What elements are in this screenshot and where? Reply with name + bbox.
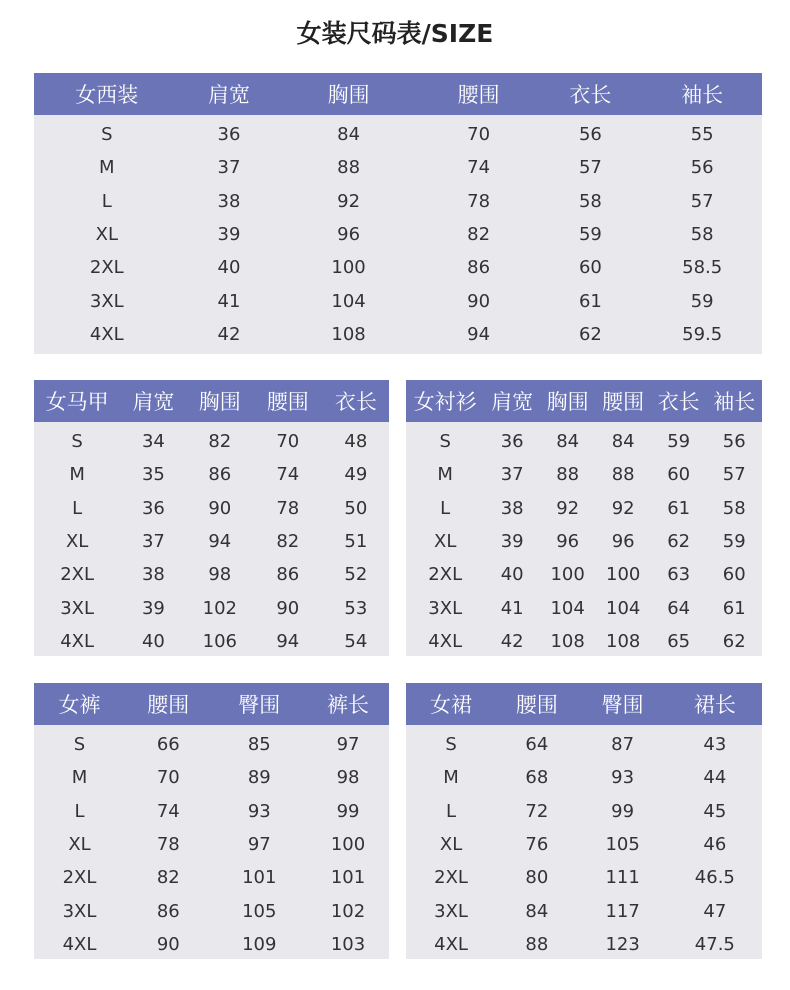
measurement-cell: 57: [722, 464, 746, 486]
measurement-cell: 61: [722, 597, 746, 619]
header-cell: 臀围: [601, 693, 644, 717]
measurement-cell: 70: [156, 767, 180, 789]
measurement-cell: 62: [667, 531, 691, 553]
measurement-cell: 38: [141, 564, 165, 586]
measurement-cell: 43: [703, 734, 727, 756]
header-cell: 肩宽: [207, 83, 250, 107]
table-row: [34, 251, 762, 284]
measurement-cell: 98: [208, 564, 232, 586]
measurement-cell: 36: [217, 124, 241, 146]
size-label-cell: 3XL: [62, 900, 97, 922]
measurement-cell: 104: [606, 597, 641, 619]
measurement-cell: 101: [242, 867, 277, 889]
table-row: [406, 861, 762, 894]
measurement-cell: 59: [690, 290, 714, 312]
size-label-cell: 2XL: [60, 564, 95, 586]
size-label-cell: XL: [65, 531, 89, 553]
measurement-cell: 82: [467, 224, 491, 246]
measurement-cell: 102: [202, 597, 237, 619]
measurement-cell: 90: [276, 597, 300, 619]
header-cell: 衣长: [569, 83, 612, 107]
measurement-cell: 51: [344, 531, 368, 553]
measurement-cell: 59: [722, 531, 746, 553]
header-cell: 衣长: [657, 390, 700, 414]
measurement-cell: 47: [703, 900, 727, 922]
measurement-cell: 49: [344, 464, 368, 486]
measurement-cell: 57: [578, 157, 602, 179]
measurement-cell: 40: [141, 630, 165, 652]
measurement-cell: 108: [331, 323, 366, 345]
measurement-cell: 54: [344, 630, 368, 652]
header-cell: 女裤: [58, 693, 101, 717]
measurement-cell: 90: [156, 933, 180, 955]
measurement-cell: 58.5: [682, 257, 723, 279]
size-label-cell: S: [71, 431, 83, 453]
measurement-cell: 123: [605, 933, 640, 955]
measurement-cell: 39: [217, 224, 241, 246]
measurement-cell: 88: [525, 933, 549, 955]
table-row: [34, 284, 762, 317]
table-row: [34, 894, 389, 927]
table-header: [34, 380, 389, 422]
size-label-cell: 3XL: [434, 900, 468, 922]
measurement-cell: 111: [605, 867, 640, 889]
size-label-cell: M: [99, 157, 115, 179]
table-row: [34, 558, 389, 591]
measurement-cell: 84: [611, 431, 635, 453]
size-label-cell: M: [437, 464, 453, 486]
size-label-cell: L: [446, 800, 457, 822]
skirt-size-table: [406, 683, 762, 959]
table-row: [34, 118, 762, 151]
measurement-cell: 94: [276, 630, 300, 652]
measurement-cell: 105: [605, 834, 640, 856]
measurement-cell: 94: [208, 531, 232, 553]
pants-size-table: [34, 683, 389, 959]
measurement-cell: 70: [276, 431, 300, 453]
measurement-cell: 84: [337, 124, 361, 146]
measurement-cell: 92: [337, 190, 361, 212]
measurement-cell: 65: [667, 630, 691, 652]
measurement-cell: 68: [525, 767, 549, 789]
measurement-cell: 38: [500, 497, 524, 519]
measurement-cell: 93: [611, 767, 635, 789]
measurement-cell: 37: [500, 464, 524, 486]
table-body: [34, 422, 389, 656]
measurement-cell: 36: [141, 497, 165, 519]
measurement-cell: 70: [467, 124, 491, 146]
measurement-cell: 89: [247, 767, 271, 789]
measurement-cell: 96: [611, 531, 635, 553]
measurement-cell: 40: [217, 257, 241, 279]
table-row: [34, 318, 762, 351]
measurement-cell: 109: [242, 933, 277, 955]
header-cell: 腰围: [515, 693, 558, 717]
measurement-cell: 87: [611, 734, 635, 756]
measurement-cell: 56: [722, 431, 746, 453]
measurement-cell: 59: [667, 431, 691, 453]
measurement-cell: 60: [578, 257, 602, 279]
table-row: [34, 458, 389, 491]
measurement-cell: 105: [242, 900, 277, 922]
measurement-cell: 58: [690, 224, 714, 246]
header-cell: 女马甲: [45, 390, 109, 414]
measurement-cell: 78: [156, 834, 180, 856]
size-label-cell: 3XL: [428, 597, 463, 619]
measurement-cell: 61: [667, 497, 691, 519]
header-cell: 女西装: [75, 83, 139, 107]
measurement-cell: 82: [156, 867, 180, 889]
measurement-cell: 52: [344, 564, 368, 586]
header-cell: 胸围: [327, 83, 370, 107]
shirt-size-table: [406, 380, 762, 656]
measurement-cell: 40: [500, 564, 524, 586]
measurement-cell: 64: [525, 734, 549, 756]
measurement-cell: 35: [141, 464, 165, 486]
size-label-cell: M: [443, 767, 459, 789]
measurement-cell: 84: [556, 431, 580, 453]
measurement-cell: 63: [667, 564, 691, 586]
table-row: [34, 591, 389, 624]
measurement-cell: 104: [550, 597, 585, 619]
size-label-cell: 4XL: [60, 630, 95, 652]
measurement-cell: 58: [722, 497, 746, 519]
table-row: [34, 151, 762, 184]
size-label-cell: S: [439, 431, 451, 453]
size-label-cell: M: [69, 464, 85, 486]
measurement-cell: 88: [556, 464, 580, 486]
header-cell: 腰围: [457, 83, 500, 107]
measurement-cell: 42: [217, 323, 241, 345]
header-cell: 肩宽: [132, 390, 175, 414]
table-row: [34, 928, 389, 959]
measurement-cell: 86: [467, 257, 491, 279]
vest-size-table: [34, 380, 389, 656]
measurement-cell: 92: [556, 497, 580, 519]
measurement-cell: 46.5: [694, 867, 735, 889]
size-label-cell: 2XL: [62, 867, 97, 889]
table-header: [406, 683, 762, 725]
measurement-cell: 61: [578, 290, 602, 312]
table-row: [406, 492, 762, 525]
table-row: [406, 625, 762, 656]
header-cell: 胸围: [198, 390, 241, 414]
header-cell: 腰围: [266, 390, 309, 414]
measurement-cell: 37: [141, 531, 165, 553]
measurement-cell: 98: [336, 767, 360, 789]
measurement-cell: 41: [217, 290, 241, 312]
table-body: [34, 725, 389, 959]
size-label-cell: 3XL: [60, 597, 95, 619]
header-cell: 女裙: [430, 693, 473, 717]
measurement-cell: 90: [467, 290, 491, 312]
size-label-cell: XL: [95, 224, 118, 246]
table-row: [34, 861, 389, 894]
measurement-cell: 86: [208, 464, 232, 486]
measurement-cell: 59.5: [682, 323, 723, 345]
measurement-cell: 37: [217, 157, 241, 179]
table-row: [406, 761, 762, 794]
measurement-cell: 94: [467, 323, 491, 345]
measurement-cell: 57: [690, 190, 714, 212]
table-row: [34, 828, 389, 861]
measurement-cell: 78: [467, 190, 491, 212]
measurement-cell: 56: [690, 157, 714, 179]
size-label-cell: S: [73, 734, 86, 756]
measurement-cell: 66: [156, 734, 180, 756]
size-label-cell: L: [74, 800, 85, 822]
table-row: [34, 492, 389, 525]
measurement-cell: 103: [330, 933, 366, 955]
measurement-cell: 101: [330, 867, 366, 889]
measurement-cell: 48: [344, 431, 368, 453]
measurement-cell: 80: [525, 867, 549, 889]
table-row: [406, 894, 762, 927]
size-label-cell: L: [440, 497, 451, 519]
table-row: [406, 591, 762, 624]
header-cell: 胸围: [546, 390, 589, 414]
measurement-cell: 64: [667, 597, 691, 619]
table-body: [406, 422, 762, 656]
measurement-cell: 39: [500, 531, 524, 553]
table-row: [406, 728, 762, 761]
table-row: [406, 458, 762, 491]
measurement-cell: 74: [276, 464, 300, 486]
measurement-cell: 88: [337, 157, 361, 179]
header-cell: 女衬衫: [413, 390, 477, 414]
measurement-cell: 85: [247, 734, 271, 756]
table-header: [406, 380, 762, 422]
table-row: [406, 425, 762, 458]
table-row: [34, 185, 762, 218]
table-header: [34, 73, 762, 115]
size-label-cell: S: [101, 124, 113, 146]
measurement-cell: 99: [611, 800, 635, 822]
measurement-cell: 92: [611, 497, 635, 519]
table-header: [34, 683, 389, 725]
size-label-cell: M: [71, 767, 88, 789]
table-row: [406, 795, 762, 828]
header-cell: 裤长: [327, 693, 370, 717]
measurement-cell: 47.5: [694, 933, 735, 955]
measurement-cell: 100: [606, 564, 641, 586]
measurement-cell: 108: [550, 630, 585, 652]
measurement-cell: 62: [578, 323, 602, 345]
measurement-cell: 86: [276, 564, 300, 586]
measurement-cell: 88: [611, 464, 635, 486]
size-label-cell: 4XL: [434, 933, 468, 955]
measurement-cell: 102: [330, 900, 366, 922]
measurement-cell: 59: [578, 224, 602, 246]
measurement-cell: 84: [525, 900, 549, 922]
measurement-cell: 76: [525, 834, 549, 856]
measurement-cell: 93: [247, 800, 271, 822]
measurement-cell: 62: [722, 630, 746, 652]
measurement-cell: 82: [208, 431, 232, 453]
size-label-cell: 3XL: [89, 290, 124, 312]
measurement-cell: 74: [467, 157, 491, 179]
table-body: [34, 115, 762, 351]
table-row: [34, 728, 389, 761]
measurement-cell: 100: [550, 564, 585, 586]
size-label-cell: 4XL: [62, 933, 97, 955]
measurement-cell: 74: [156, 800, 180, 822]
measurement-cell: 36: [500, 431, 524, 453]
size-label-cell: 2XL: [89, 257, 124, 279]
table-row: [34, 218, 762, 251]
measurement-cell: 96: [556, 531, 580, 553]
header-cell: 肩宽: [491, 390, 534, 414]
measurement-cell: 72: [525, 800, 549, 822]
measurement-cell: 55: [690, 124, 714, 146]
header-cell: 腰围: [602, 390, 645, 414]
table-row: [406, 928, 762, 959]
table-row: [406, 525, 762, 558]
measurement-cell: 50: [344, 497, 368, 519]
measurement-cell: 100: [330, 834, 366, 856]
measurement-cell: 41: [500, 597, 524, 619]
measurement-cell: 58: [578, 190, 602, 212]
table-row: [34, 425, 389, 458]
measurement-cell: 86: [156, 900, 180, 922]
table-row: [34, 795, 389, 828]
header-cell: 腰围: [147, 693, 190, 717]
table-row: [406, 558, 762, 591]
measurement-cell: 100: [331, 257, 366, 279]
size-label-cell: L: [101, 190, 112, 212]
table-row: [34, 761, 389, 794]
measurement-cell: 97: [336, 734, 360, 756]
table-row: [34, 525, 389, 558]
measurement-cell: 106: [202, 630, 237, 652]
measurement-cell: 78: [276, 497, 300, 519]
header-cell: 裙长: [693, 693, 736, 717]
size-label-cell: XL: [434, 531, 457, 553]
measurement-cell: 44: [703, 767, 727, 789]
measurement-cell: 99: [336, 800, 360, 822]
measurement-cell: 97: [247, 834, 271, 856]
header-cell: 袖长: [681, 83, 724, 107]
measurement-cell: 34: [141, 431, 165, 453]
measurement-cell: 96: [337, 224, 361, 246]
measurement-cell: 53: [344, 597, 368, 619]
size-label-cell: 4XL: [428, 630, 463, 652]
size-label-cell: XL: [68, 834, 91, 856]
measurement-cell: 38: [217, 190, 241, 212]
size-label-cell: 4XL: [89, 323, 124, 345]
measurement-cell: 108: [606, 630, 641, 652]
measurement-cell: 42: [500, 630, 524, 652]
table-body: [406, 725, 762, 959]
measurement-cell: 56: [578, 124, 602, 146]
measurement-cell: 60: [667, 464, 691, 486]
measurement-cell: 39: [141, 597, 165, 619]
measurement-cell: 82: [276, 531, 300, 553]
size-label-cell: L: [72, 497, 83, 519]
measurement-cell: 60: [722, 564, 746, 586]
header-cell: 衣长: [334, 390, 377, 414]
measurement-cell: 117: [605, 900, 640, 922]
page-title: 女装尺码表/SIZE: [296, 19, 494, 48]
size-label-cell: 2XL: [428, 564, 463, 586]
table-row: [34, 625, 389, 656]
table-row: [406, 828, 762, 861]
measurement-cell: 104: [331, 290, 366, 312]
measurement-cell: 90: [208, 497, 232, 519]
size-label-cell: S: [445, 734, 457, 756]
header-cell: 袖长: [713, 390, 756, 414]
header-cell: 臀围: [238, 693, 281, 717]
measurement-cell: 46: [703, 834, 727, 856]
size-label-cell: XL: [439, 834, 463, 856]
suit-size-table: [34, 73, 762, 354]
size-label-cell: 2XL: [434, 867, 468, 889]
measurement-cell: 45: [703, 800, 727, 822]
